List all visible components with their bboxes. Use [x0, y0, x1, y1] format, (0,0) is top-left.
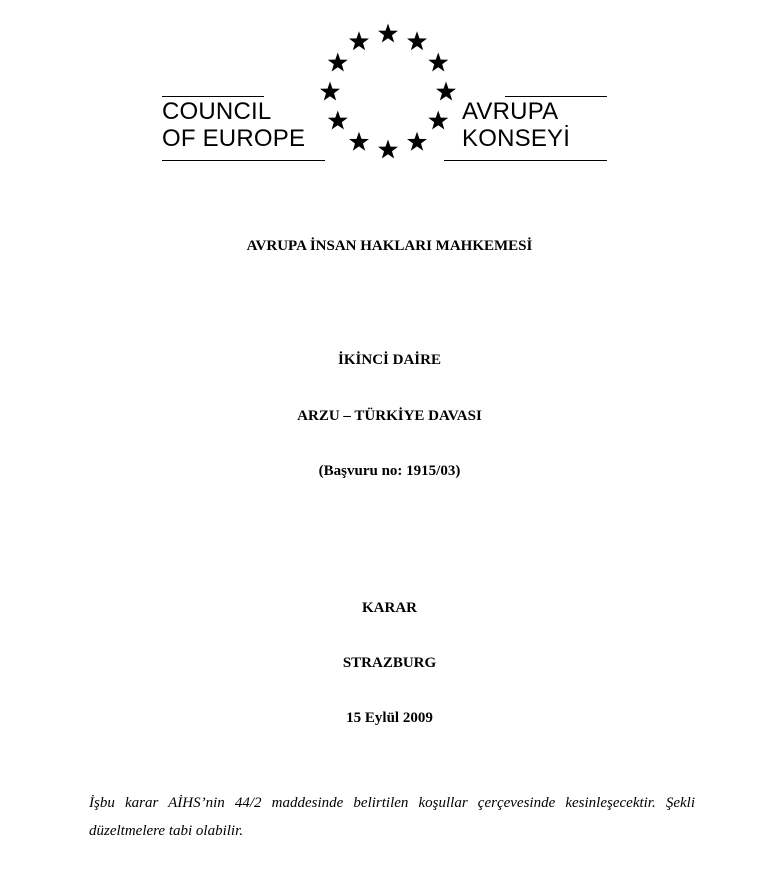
logo-rule-left-top: [162, 96, 264, 97]
finality-disclaimer: İşbu karar AİHS’nin 44/2 maddesinde belirtilen koşullar çerçevesinde kesinleşecektir. Şekli düzeltmelere tabi olabilir.: [89, 795, 695, 839]
logo-text-konseyi: KONSEYİ: [462, 125, 571, 152]
star-icon: [378, 140, 398, 159]
star-icon: [320, 82, 340, 101]
star-icon: [378, 24, 398, 43]
star-icon: [328, 53, 348, 72]
judgment-title: KARAR: [362, 600, 417, 616]
star-icon: [349, 31, 369, 50]
star-icon: [407, 31, 427, 50]
application-number: (Başvuru no: 1915/03): [318, 463, 461, 479]
eu-stars-circle-icon: [0, 0, 779, 175]
judgment-date: 15 Eylül 2009: [346, 710, 433, 726]
star-icon: [328, 111, 348, 130]
section-title: İKİNCİ DAİRE: [338, 352, 441, 368]
logo-rule-right-top: [505, 96, 607, 97]
city: STRAZBURG: [342, 655, 437, 671]
star-icon: [428, 53, 448, 72]
star-icon: [436, 82, 456, 101]
star-icon: [428, 111, 448, 130]
logo-rule-right-bottom: [444, 160, 607, 161]
council-of-europe-logo: [0, 0, 779, 175]
case-title: ARZU – TÜRKİYE DAVASI: [297, 408, 482, 424]
logo-text-avrupa: AVRUPA: [462, 98, 559, 125]
star-icon: [407, 132, 427, 151]
logo-text-of-europe: OF EUROPE: [162, 125, 306, 152]
logo-text-council: COUNCIL: [162, 98, 272, 125]
logo-rule-left-bottom: [162, 160, 325, 161]
star-icon: [349, 132, 369, 151]
court-title: AVRUPA İNSAN HAKLARI MAHKEMESİ: [246, 238, 533, 254]
